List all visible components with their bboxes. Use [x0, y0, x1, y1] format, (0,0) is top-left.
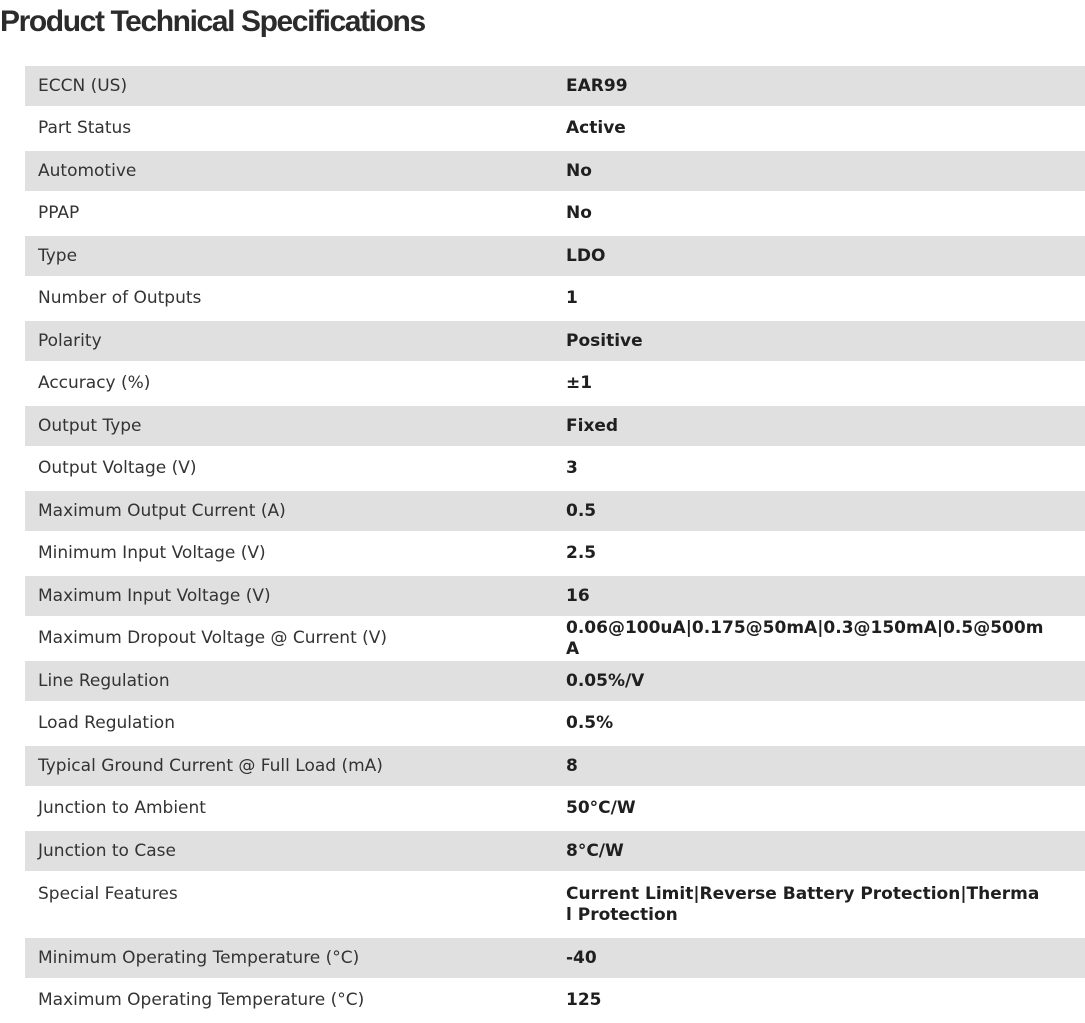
spec-row: [25, 406, 1085, 446]
spec-row: [25, 978, 1085, 1023]
spec-label: Accuracy (%): [38, 373, 151, 393]
spec-label: Polarity: [38, 330, 102, 351]
spec-value: No: [566, 160, 592, 181]
spec-row: [25, 576, 1085, 616]
spec-label: Maximum Input Voltage (V): [38, 585, 271, 606]
spec-value: ±1: [566, 373, 593, 393]
spec-row: [25, 66, 1085, 106]
spec-value: LDO: [566, 245, 606, 266]
spec-value: Positive: [566, 330, 643, 351]
spec-table: [25, 66, 1085, 1023]
spec-value: 0.05%/V: [566, 670, 645, 691]
spec-row: [25, 746, 1085, 786]
spec-value: 0.5: [566, 500, 597, 521]
spec-value: EAR99: [566, 75, 628, 96]
spec-value: 8°C/W: [566, 840, 624, 861]
spec-value: 125: [566, 990, 602, 1010]
spec-row: [25, 661, 1085, 701]
spec-value: No: [566, 203, 592, 223]
spec-value: -40: [566, 947, 597, 968]
spec-row: [25, 321, 1085, 361]
spec-label: Output Type: [38, 415, 142, 436]
spec-label: Part Status: [38, 118, 132, 138]
spec-row: [25, 361, 1085, 406]
spec-row: [25, 276, 1085, 321]
spec-value: 0.5%: [566, 713, 614, 733]
spec-row: [25, 701, 1085, 746]
spec-value: 1: [566, 288, 578, 308]
spec-value: 0.06@100uA|0.175@50mA|0.3@150mA|0.5@500mA: [566, 617, 1044, 659]
spec-label: Output Voltage (V): [38, 458, 197, 478]
spec-row: [25, 191, 1085, 236]
spec-label: Special Features: [38, 884, 178, 904]
spec-value: 16: [566, 585, 590, 606]
spec-row: [25, 616, 1085, 661]
spec-label: Maximum Operating Temperature (°C): [38, 990, 365, 1010]
spec-label: Maximum Dropout Voltage @ Current (V): [38, 628, 388, 648]
spec-label: Type: [38, 245, 78, 266]
spec-value: 2.5: [566, 543, 597, 563]
spec-label: ECCN (US): [38, 75, 128, 96]
spec-label: Minimum Input Voltage (V): [38, 543, 266, 563]
spec-label: Load Regulation: [38, 713, 175, 733]
page-title: Product Technical Specifications: [0, 5, 425, 38]
spec-row: [25, 106, 1085, 151]
spec-label: Junction to Case: [38, 840, 176, 861]
spec-value: 8: [566, 755, 578, 776]
spec-label: Line Regulation: [38, 670, 170, 691]
spec-value: 3: [566, 458, 578, 478]
spec-value: Active: [566, 118, 626, 138]
spec-label: Automotive: [38, 160, 137, 181]
spec-row: [25, 786, 1085, 831]
spec-label: Junction to Ambient: [38, 798, 206, 818]
spec-row: [25, 871, 1085, 938]
spec-row: [25, 491, 1085, 531]
spec-row: [25, 831, 1085, 871]
spec-row: [25, 151, 1085, 191]
spec-label: Number of Outputs: [38, 288, 202, 308]
spec-label: Minimum Operating Temperature (°C): [38, 947, 360, 968]
spec-value: 50°C/W: [566, 798, 636, 818]
spec-label: Typical Ground Current @ Full Load (mA): [38, 755, 383, 776]
spec-row: [25, 531, 1085, 576]
spec-label: Maximum Output Current (A): [38, 500, 286, 521]
spec-value: Current Limit|Reverse Battery Protection|Thermal Protection: [566, 884, 1040, 925]
spec-label: PPAP: [38, 203, 80, 223]
spec-row: [25, 446, 1085, 491]
spec-row: [25, 938, 1085, 978]
spec-row: [25, 236, 1085, 276]
spec-value: Fixed: [566, 415, 619, 436]
